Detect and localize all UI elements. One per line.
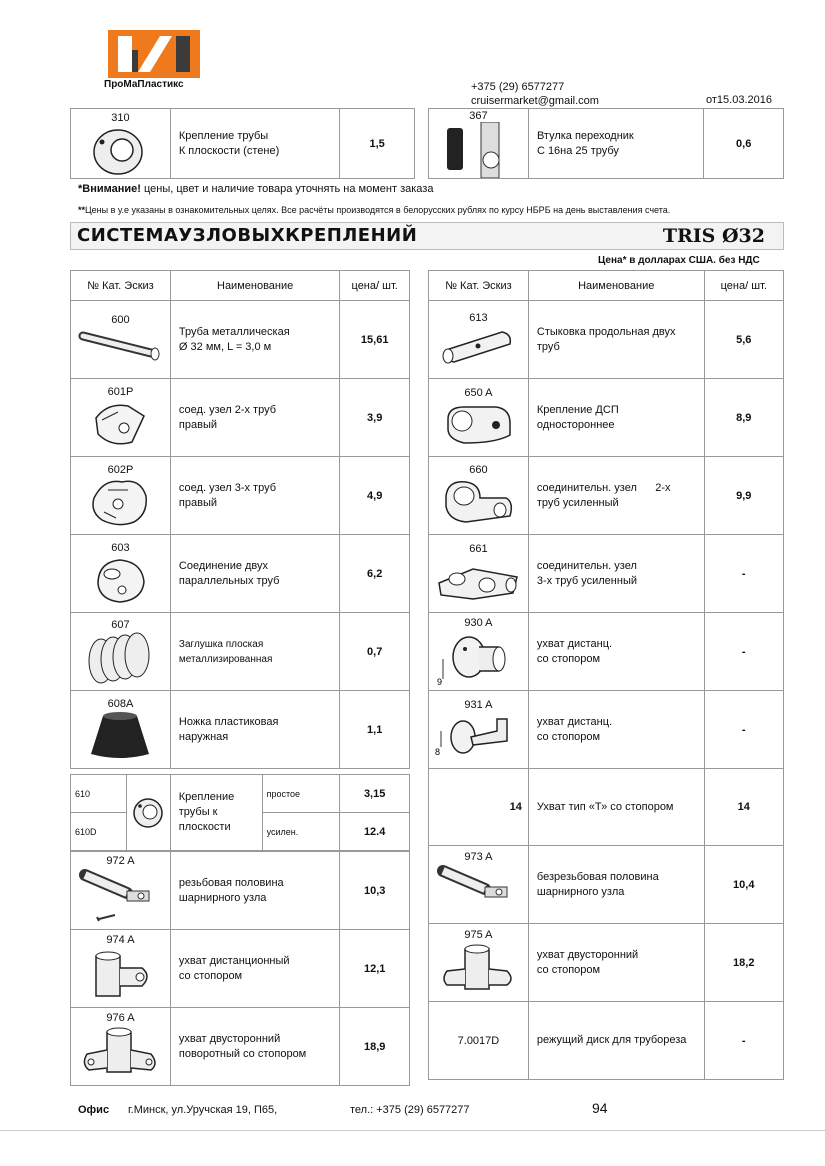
item-price: 10,4: [704, 846, 783, 924]
plain-half-joint-icon: [433, 863, 523, 919]
item-price: 1,1: [340, 691, 410, 769]
wall-mount-icon: [88, 124, 152, 176]
item-image: [71, 457, 171, 535]
item-code: 930 A: [464, 616, 493, 629]
top-item-table-right: [428, 108, 784, 179]
distance-holder-angled-icon: [433, 711, 523, 761]
item-price: -: [704, 1002, 783, 1080]
item-code: 931 A: [464, 698, 493, 711]
table-row: [429, 924, 784, 1002]
table-header: [429, 271, 784, 301]
item-image: [126, 775, 170, 851]
item-name: Крепление ДСП одностороннее: [528, 379, 704, 457]
attention-note: *Внимание! цены, цвет и наличие товара уточнять на момент заказа: [78, 183, 434, 195]
item-code: 600: [111, 313, 130, 326]
page-number: 94: [592, 1100, 608, 1116]
distance-holder-icon: [433, 629, 523, 687]
company-logo: [108, 30, 200, 78]
table-row: [71, 1008, 410, 1086]
item-code: 650 A: [464, 386, 493, 399]
footer-divider: [0, 1130, 825, 1131]
item-name: Крепление трубы к плоскости: [170, 775, 262, 851]
top-item-table-left: [70, 108, 415, 179]
table-row: [71, 301, 410, 379]
item-image: [71, 1008, 171, 1086]
item-name: Втулка переходник С 16на 25 трубу: [528, 109, 703, 179]
footer-phone: тел.: +375 (29) 6577277: [350, 1104, 470, 1116]
item-code: 367: [469, 109, 488, 122]
table-row: [429, 846, 784, 924]
table-row: [71, 775, 410, 813]
table-row: [429, 1002, 784, 1080]
item-name: соединительн. узел 2-х труб усиленный: [528, 457, 704, 535]
item-price: 14: [704, 769, 783, 846]
item-price: 6,2: [340, 535, 410, 613]
item-image: [71, 379, 171, 457]
item-name: ухват дистанционный со стопором: [170, 930, 339, 1008]
item-code: 972 A: [106, 854, 135, 867]
threaded-half-joint-icon: [75, 867, 165, 927]
item-name: Заглушка плоская металлизированная: [170, 613, 339, 691]
header-email[interactable]: cruisermarket@gmail.com: [471, 95, 599, 107]
item-code: 602P: [107, 463, 134, 476]
joint-2-pipes-icon: [88, 398, 152, 450]
item-price: -: [704, 613, 783, 691]
pipe-icon: [75, 326, 165, 366]
item-name: Соединение двух параллельных труб: [170, 535, 339, 613]
footer-office-label: Офис: [78, 1104, 110, 1116]
header-phone: +375 (29) 6577277: [471, 81, 565, 93]
item-price: -: [704, 691, 783, 769]
item-price: 9,9: [704, 457, 783, 535]
item-image: [429, 301, 529, 379]
svg-text:8: 8: [435, 746, 441, 757]
item-name: ухват дистанц. со стопором: [528, 613, 704, 691]
item-code: 310: [111, 111, 130, 124]
item-name: соединительн. узел 3-х труб усиленный: [528, 535, 704, 613]
table-row: [429, 691, 784, 769]
left-catalog-table-lower: [70, 851, 410, 1086]
item-variant: усилен.: [262, 813, 340, 851]
item-image: [71, 930, 171, 1008]
item-price: 0,7: [340, 613, 410, 691]
table-row: [429, 535, 784, 613]
item-price: 12,1: [340, 930, 410, 1008]
longitudinal-coupling-icon: [436, 324, 520, 368]
item-code: 7.0017D: [429, 1002, 529, 1080]
item-code: 14: [429, 769, 529, 846]
item-price: 18,9: [340, 1008, 410, 1086]
item-code: 974 A: [106, 933, 135, 946]
item-code: 973 A: [464, 850, 493, 863]
row-610-table: [70, 774, 410, 851]
item-name: ухват двусторонний со стопором: [528, 924, 704, 1002]
joint-3-pipes-icon: [88, 476, 152, 528]
reinforced-joint-3-icon: [433, 555, 523, 605]
item-code: 976 A: [106, 1011, 135, 1024]
item-price: 15,61: [340, 301, 410, 379]
table-row: [429, 379, 784, 457]
item-image: [429, 457, 529, 535]
item-name: Стыковка продольная двух труб: [528, 301, 704, 379]
item-code: 660: [469, 463, 488, 476]
column-price: цена/ шт.: [340, 271, 410, 301]
table-row: [71, 930, 410, 1008]
item-price: 12.4: [340, 813, 410, 851]
item-code: 613: [469, 311, 488, 324]
reinforced-joint-2-icon: [438, 476, 518, 528]
item-price: 10,3: [340, 852, 410, 930]
item-name: режущий диск для трубореза: [528, 1002, 704, 1080]
item-price: 4,9: [340, 457, 410, 535]
item-code: 601P: [107, 385, 134, 398]
item-price: 5,6: [704, 301, 783, 379]
item-name: Труба металлическая Ø 32 мм, L = 3,0 м: [170, 301, 339, 379]
prices-note: **Цены в у.е указаны в ознакомительных целях. Все расчёты производятся в белорусских рублях по курсу НБРБ на день выставления счета.: [78, 205, 671, 215]
item-image: [429, 613, 529, 691]
item-image: [429, 924, 529, 1002]
item-price: 18,2: [704, 924, 783, 1002]
item-name: ухват двусторонний поворотный со стопором: [170, 1008, 339, 1086]
item-price: -: [704, 535, 783, 613]
item-code: 603: [111, 541, 130, 554]
item-code: 607: [111, 618, 130, 631]
column-code: № Кат. Эскиз: [71, 271, 171, 301]
plastic-foot-icon: [85, 710, 155, 762]
item-name: ухват дистанц. со стопором: [528, 691, 704, 769]
item-image: [71, 613, 171, 691]
two-sided-clamp-icon: [435, 941, 521, 997]
item-variant: простое: [262, 775, 340, 813]
chipboard-mount-icon: [440, 399, 516, 449]
column-price: цена/ шт.: [704, 271, 783, 301]
table-row: [429, 769, 784, 846]
item-image: [429, 691, 529, 769]
item-image-367: [429, 109, 529, 179]
item-name: Ножка пластиковая наружная: [170, 691, 339, 769]
header-date: от15.03.2016: [706, 94, 772, 106]
item-image: [429, 535, 529, 613]
svg-text:9: 9: [437, 676, 443, 687]
header-contacts: [471, 80, 599, 108]
item-price: 3,9: [340, 379, 410, 457]
item-image: [429, 846, 529, 924]
end-cap-icon: [85, 631, 155, 685]
left-catalog-table: [70, 270, 410, 769]
table-row: [429, 613, 784, 691]
bushing-icon: [433, 122, 523, 178]
item-image: [71, 852, 171, 930]
item-price: 1,5: [340, 109, 415, 179]
item-image-310: [71, 109, 171, 179]
company-name: ПроМаПластикс: [104, 79, 184, 90]
column-code: № Кат. Эскиз: [429, 271, 529, 301]
parallel-joint-icon: [88, 554, 152, 606]
item-name: соед. узел 2-х труб правый: [170, 379, 339, 457]
item-code: 661: [469, 542, 488, 555]
item-name: резьбовая половина шарнирного узла: [170, 852, 339, 930]
table-row: [71, 613, 410, 691]
item-name: Крепление трубы К плоскости (стене): [170, 109, 339, 179]
item-image: [71, 535, 171, 613]
item-code: 975 A: [464, 928, 493, 941]
item-code: 608A: [107, 697, 134, 710]
double-clamp-icon: [77, 1024, 163, 1082]
pipe-mount-icon: [128, 793, 168, 833]
column-name: Наименование: [170, 271, 339, 301]
distance-clamp-icon: [80, 946, 160, 1004]
table-row: [71, 691, 410, 769]
table-row: [71, 379, 410, 457]
item-image: [429, 379, 529, 457]
section-series: TRIS Ø32: [662, 225, 765, 247]
item-image: [71, 301, 171, 379]
table-row: [71, 852, 410, 930]
section-banner: [70, 222, 784, 250]
right-catalog-table: [428, 270, 784, 1080]
item-code: 610D: [71, 813, 127, 851]
footer-address: г.Минск, ул.Уручская 19, П65,: [128, 1104, 278, 1116]
table-row: [71, 457, 410, 535]
table-row: [429, 301, 784, 379]
item-code: 610: [71, 775, 127, 813]
item-image: [71, 691, 171, 769]
column-name: Наименование: [528, 271, 704, 301]
price-note: Цена* в долларах США. без НДС: [598, 255, 760, 266]
section-title: СИСТЕМАУЗЛОВЫХКРЕПЛЕНИЙ: [77, 225, 418, 246]
item-name: соед. узел 3-х труб правый: [170, 457, 339, 535]
item-name: Ухват тип «Т» со стопором: [528, 769, 704, 846]
item-price: 8,9: [704, 379, 783, 457]
table-row: [429, 457, 784, 535]
item-name: безрезьбовая половина шарнирного узла: [528, 846, 704, 924]
item-price: 0,6: [704, 109, 784, 179]
table-header: [71, 271, 410, 301]
table-row: [71, 535, 410, 613]
item-price: 3,15: [340, 775, 410, 813]
